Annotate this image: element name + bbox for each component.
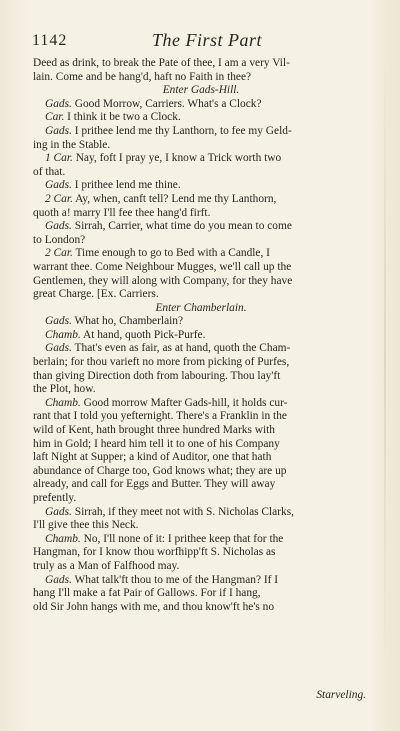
line-text: Good Morrow, Carriers. What's a Clock?: [71, 97, 262, 110]
line-text: ing in the Stable.: [33, 138, 111, 151]
text-line: [33, 465, 369, 479]
line-text: Deed as drink, to break the Pate of thee, I am a very Vil-: [33, 57, 290, 69]
line-text: rant that I told you yefternight. There's a Franklin in the: [33, 410, 287, 423]
text-line: [33, 125, 369, 139]
text-line: [33, 533, 369, 547]
speaker-name: Gads.: [45, 97, 72, 110]
line-text: than giving Direction doth from labouring. Thou lay'ft: [33, 369, 281, 382]
play-text: [33, 57, 369, 614]
text-line: [33, 410, 369, 424]
text-line: [33, 152, 369, 166]
text-line: [33, 315, 369, 329]
line-text: already, and call for Eggs and Butter. They will away: [33, 478, 276, 491]
line-text: quoth a! marry I'll fee thee hang'd firft.: [33, 206, 211, 219]
line-text: Gentlemen, they will along with Company, for they have: [33, 274, 293, 287]
line-text: Ay, when, canft tell? Lend me thy Lanthorn,: [72, 192, 277, 205]
speaker-name: Gads.: [45, 220, 72, 233]
line-text: What ho, Chamberlain?: [71, 315, 184, 328]
line-text: What talk'ft thou to me of the Hangman? If I: [71, 573, 279, 586]
line-text: I prithee lend me thy Lanthorn, to fee my Geld-: [71, 124, 292, 137]
line-text: Nay, foft I pray ye, I know a Trick worth two: [72, 152, 282, 165]
text-line: [33, 506, 369, 520]
text-line: [33, 356, 369, 370]
line-text: Hangman, for I know thou worfhipp'ft S. Nicholas as: [33, 546, 276, 559]
line-text: prefently.: [33, 492, 77, 504]
text-line: [33, 478, 369, 492]
text-line: [33, 288, 369, 302]
text-line: [33, 438, 369, 452]
text-line: [33, 397, 369, 411]
line-text: Enter Gads-Hill.: [162, 84, 240, 97]
text-line: [33, 220, 369, 234]
text-line: [33, 424, 369, 438]
line-text: I prithee lend me thine.: [71, 179, 181, 192]
line-text: No, I'll none of it: I prithee keep that for the: [80, 532, 284, 545]
speaker-name: Gads.: [45, 573, 72, 586]
page-edge-shadow: [384, 40, 386, 680]
text-line: [33, 370, 369, 384]
line-text: That's even as fair, as at hand, quoth the Cham-: [71, 342, 291, 355]
line-text: old Sir John hangs with me, and thou know'ft he's no: [33, 600, 275, 613]
speaker-name: Car.: [45, 111, 65, 124]
text-line: [33, 546, 369, 560]
text-line: [33, 207, 369, 221]
speaker-name: Chamb.: [45, 328, 81, 341]
text-line: [33, 139, 369, 153]
text-line: [33, 560, 369, 574]
catchword: Starveling.: [316, 689, 366, 701]
line-text: At hand, quoth Pick-Purfe.: [80, 328, 206, 341]
text-line: [33, 451, 369, 465]
line-text: Time enough to go to Bed with a Candle, I: [72, 247, 270, 260]
speaker-name: Chamb.: [45, 532, 81, 545]
line-text: him in Gold; I heard him tell it to one of his Company: [33, 437, 280, 450]
line-text: Good morrow Mafter Gads-hill, it holds cur-: [80, 396, 288, 409]
speaker-name: 2 Car.: [45, 247, 73, 260]
line-text: wild of Kent, hath brought three hundred Marks with: [33, 424, 276, 437]
line-text: Enter Chamberlain.: [155, 301, 247, 314]
stage-direction: [33, 84, 369, 98]
line-text: great Charge. [Ex. Carriers.: [33, 288, 159, 301]
text-line: [33, 179, 369, 193]
line-text: hang I'll make a fat Pair of Gallows. For if I hang,: [33, 587, 261, 600]
text-line: [33, 519, 369, 533]
text-line: [33, 98, 369, 112]
line-text: warrant thee. Come Neighbour Mugges, we'll call up the: [33, 260, 292, 273]
line-text: I think it be two a Clock.: [64, 111, 181, 124]
line-text: Sirrah, if they meet not with S. Nicholas Clarks,: [71, 505, 294, 518]
line-text: lain. Come and be hang'd, haft no Faith in thee?: [33, 70, 252, 83]
text-line: [33, 57, 369, 71]
stage-direction: [33, 302, 369, 316]
text-line: [33, 111, 369, 125]
speaker-name: Gads.: [45, 505, 72, 518]
text-line: [33, 601, 369, 615]
page-number: 1142: [32, 32, 68, 49]
line-text: of that.: [33, 165, 66, 178]
page-header: [32, 30, 366, 54]
line-text: to London?: [33, 233, 86, 246]
text-line: [33, 574, 369, 588]
line-text: laft Night at Supper; a kind of Auditor, one that hath: [33, 451, 272, 464]
line-text: truly as a Man of Falfhood may.: [33, 559, 180, 572]
text-line: [33, 329, 369, 343]
speaker-name: Gads.: [45, 315, 72, 328]
speaker-name: Gads.: [45, 342, 72, 355]
speaker-name: Chamb.: [45, 396, 81, 409]
line-text: berlain; for thou varieft no more from picking of Purfes,: [33, 356, 290, 369]
text-line: [33, 71, 369, 85]
text-line: [33, 193, 369, 207]
text-line: [33, 275, 369, 289]
text-line: [33, 247, 369, 261]
text-line: [33, 383, 369, 397]
speaker-name: 2 Car.: [45, 192, 73, 205]
line-text: Sirrah, Carrier, what time do you mean to come: [71, 220, 292, 233]
text-line: [33, 261, 369, 275]
text-line: [33, 587, 369, 601]
text-line: [33, 342, 369, 356]
text-line: [33, 166, 369, 180]
speaker-name: Gads.: [45, 124, 72, 137]
running-title: The First Part: [152, 30, 263, 50]
speaker-name: Gads.: [45, 179, 72, 192]
speaker-name: 1 Car.: [45, 152, 73, 165]
text-line: [33, 492, 369, 506]
line-text: abundance of Charge too, God knows what; they are up: [33, 464, 287, 477]
text-line: [33, 234, 369, 248]
line-text: the Plot, how.: [33, 383, 96, 396]
line-text: I'll give thee this Neck.: [33, 519, 139, 532]
